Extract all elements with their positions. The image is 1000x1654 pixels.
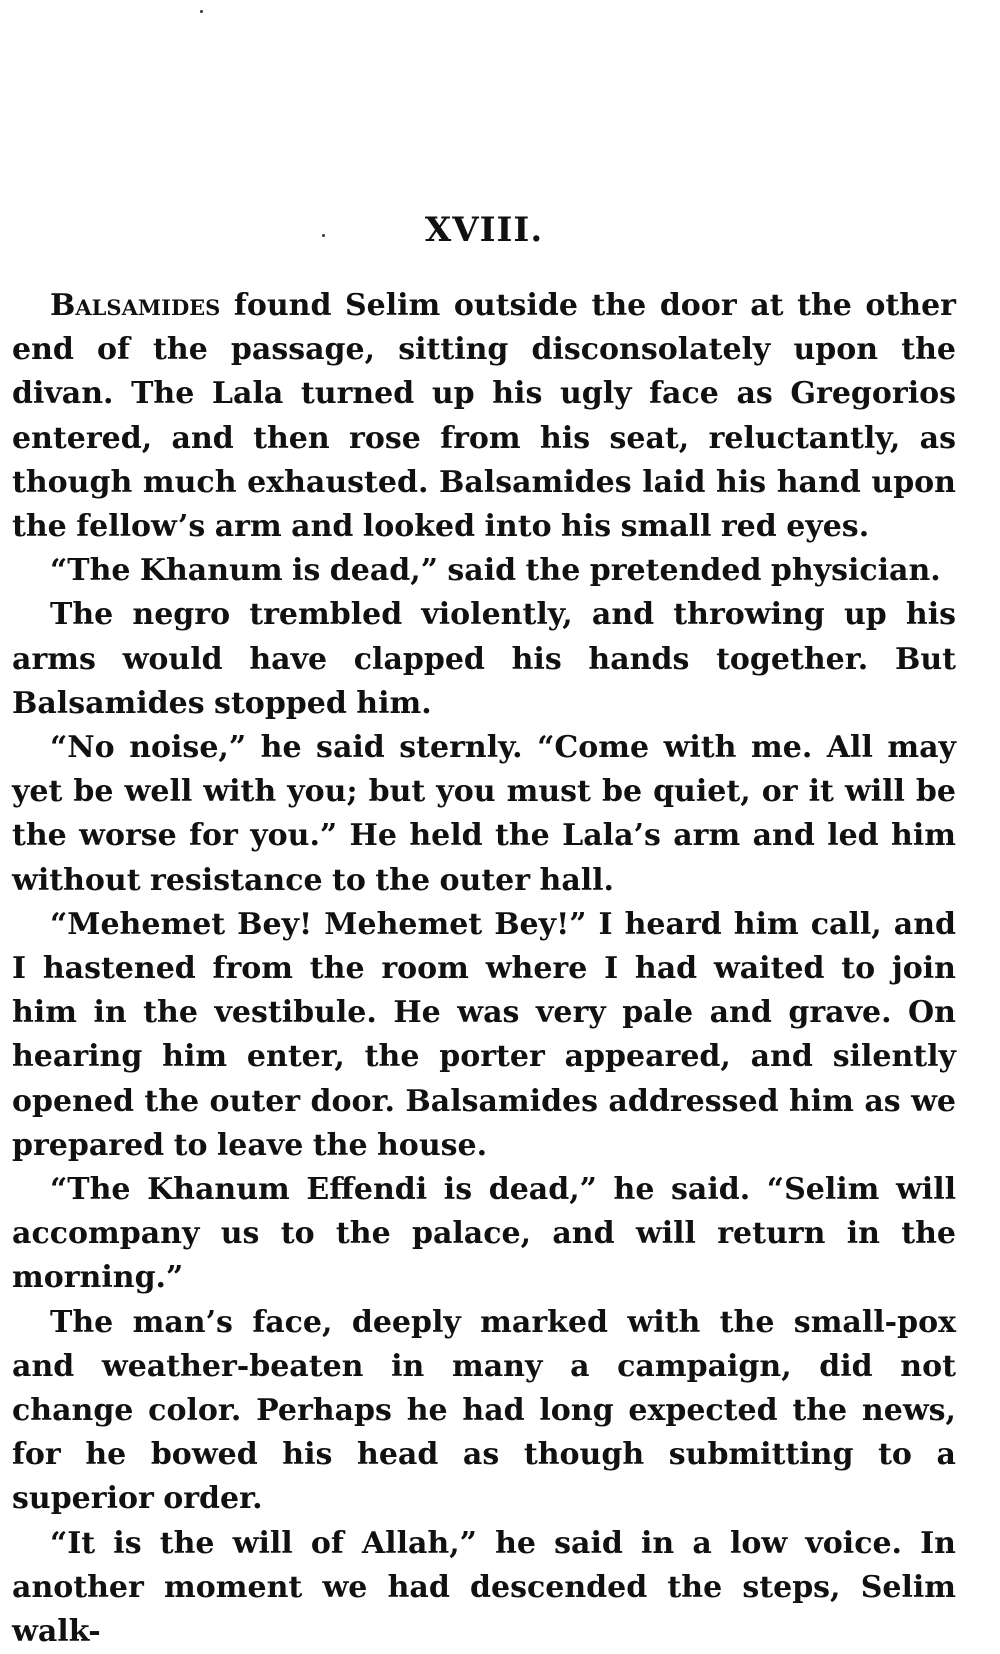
paragraph <box>12 284 956 549</box>
paragraph: The man’s face, deeply marked with the small-pox and weather-beaten in many a campaign, did not change color. Perhaps he had long expected the news, for he bowed his head as though submitting to a superior order. <box>12 1304 956 1517</box>
paragraph: “No noise,” he said sternly. “Come with me. All may yet be well with you; but you must be quiet, or it will be the worse for you.” He held the Lala’s arm and led him without resistance to the outer hall. <box>12 730 956 898</box>
chapter-body <box>12 284 956 1654</box>
paragraph: “Mehemet Bey! Mehemet Bey!” I heard him call, and I hastened from the room where I had waited to join him in the vestibule. He was very pale and grave. On hearing him enter, the porter appeared, and silently opened the outer door. Balsamides addressed him as we prepared to leave the house. <box>12 906 956 1163</box>
paragraph-lead-word: Balsamides <box>50 288 221 323</box>
print-speck <box>200 10 203 13</box>
book-page <box>12 0 956 1650</box>
paragraph: “The Khanum is dead,” said the pretended physician. <box>50 553 941 589</box>
chapter-heading: XVIII. <box>424 210 544 250</box>
paragraph: “It is the will of Allah,” he said in a low voice. In another moment we had descended the steps, Selim walk- <box>12 1525 956 1650</box>
paragraph: The negro trembled violently, and throwing up his arms would have clapped his hands together. But Balsamides stopped him. <box>12 597 956 721</box>
paragraph: “The Khanum Effendi is dead,” he said. “Selim will accompany us to the palace, and will return in the morning.” <box>12 1172 956 1296</box>
paragraph-text: found Selim outside the door at the other end of the passage, sitting disconsolately upon the divan. The Lala turned up his ugly face as Gregorios entered, and then rose from his seat, reluctantly, as though much exhausted. Balsamides laid his hand upon the fellow’s arm and looked into his small red eyes. <box>12 288 956 545</box>
